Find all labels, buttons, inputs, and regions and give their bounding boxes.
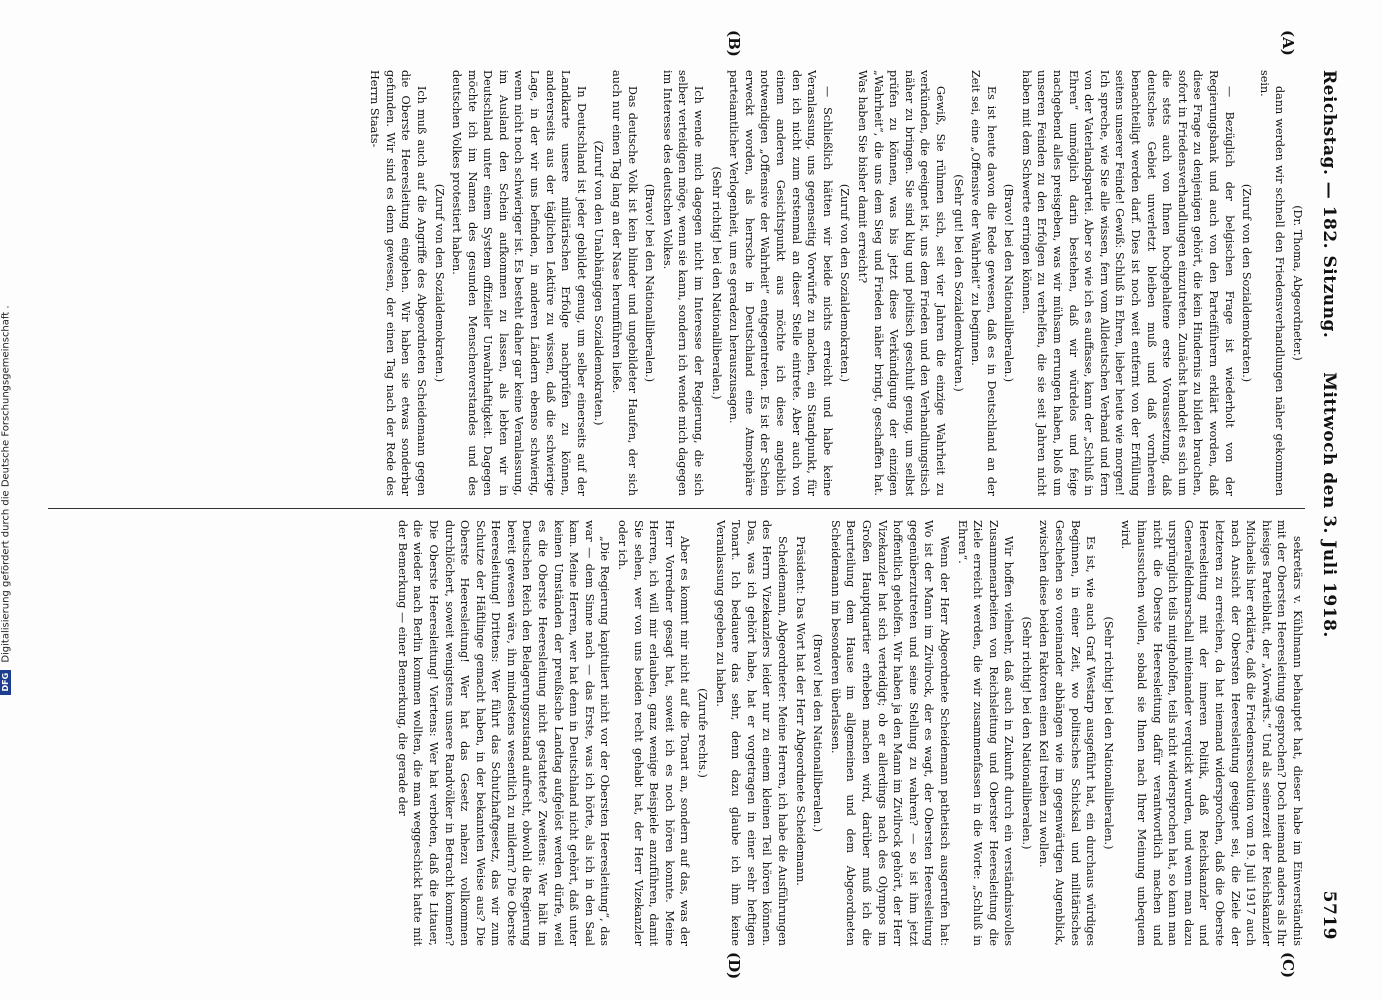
interjection: (Zuruf von den Sozialdemokraten.) [1240, 183, 1254, 383]
interjection: (Sehr richtig! bei den Nationalliberalen.) [709, 166, 723, 400]
paragraph: Es ist, wie auch Graf Westarp ausgeführt hat, ein durchaus würdiges Beginnen, in einer Zeit, wo politisches Schicksal und militärisches Geschehen so voneinander abhängen wie im gegenwärtigen Augenblick, zwischen diese beiden Faktoren einen Keil treiben zu wollen. [1037, 520, 1098, 946]
paragraph: Es ist heute davon die Rede gewesen, daß es in Deutschland an der Zeit sei, eine „Offensive der Wahrheit“ zu beginnen. [969, 70, 998, 496]
paragraph: — Schließlich hätten wir beide nichts erreicht und habe keine Veranlassung, uns gegenseitig Vorwürfe zu machen, ein Standpunkt, für den ich nicht zum erstenmal an dieser Stelle eintrete. Aber auch von einem anderen Gesichtspunkt aus möchte ich diese angeblich notwendigen „Offensive der Wahrheit“ entgegentreten. Es ist der Schein erweckt worden, als herrsche in Deutschland eine Atmosphäre parteiamtlicher Verlogenheit, um es geradezu herauszusagen. [727, 70, 834, 496]
margin-letter-c: (C) [1279, 952, 1297, 979]
interjection: (Bravo! bei den Nationalliberalen.) [811, 633, 825, 833]
text-column-right [40, 520, 1305, 946]
interjection: (Bravo! bei den Nationalliberalen.) [643, 183, 657, 383]
paragraph: Wir hoffen vielmehr, daß auch in Zukunft durch ein verständnisvolles Zusammenarbeiten von Reichsleitung und Oberster Heeresleitung die Ziele erreicht werden, die wir zusammenfassen in die Worte: „Schluß in Ehren“. [955, 520, 1016, 946]
header-session: Reichstag. — 182. Sitzung. [1319, 70, 1339, 339]
paragraph: Ich muß auch auf die Angriffe des Abgeordneten Scheidemann gegen die Oberste Heeresleitung eingehen. Wir haben sie etwas sonderbar gefunden. Wir sind es denn gewesen, der einen Tag nach der Rede des Herrn Staats- [368, 70, 428, 496]
margin-letter-d: (D) [725, 952, 743, 980]
interjection: (Sehr gut! bei den Sozialdemokraten.) [951, 174, 965, 392]
paragraph: Präsident: Das Wort hat der Herr Abgeordnete Scheidemann. [793, 536, 807, 886]
paragraph: Wenn der Herr Abgeordnete Scheidemann pathetisch ausgerufen hat: Wo ist der Mann im Zivilrock, der es wagt, der Obersten Heeresleitung gegenüberzutreten und seine Stellung zu wahren? — so ist ihm jetzt hoffentlich geholfen. Wir haben ja den Mann im Zivilrock gehört, der Herr Vizekanzler hat sich verteidigt; ob er allerdings nach des Olympos im Großen Hauptquartier erheben machen wird, darüber muß ich die Beurteilung dem Hause im allgemeinen und dem Abgeordneten Scheidemann im besonderen überlassen. [828, 520, 951, 946]
margin-letter-a: (A) [1279, 30, 1297, 56]
column-divider [48, 508, 1305, 509]
paragraph: sekretärs v. Kühlmann behauptet hat, dieser habe im Einverständnis mit der Obersten Heeresleitung gesprochen? Doch niemand anders als Ihr hiesiges Parteiblatt, der „Vorwärts.“ Und als seinerzeit der Reichskanzler Michaelis hier erklärte, daß die Friedensresolution vom 19. Juli 1917 auch nach Ansicht der Obersten Heeresleitung geeignet sei, die Ziele der letzteren zu erreichen, da hat niemand widersprochen, daß die Oberste Heeresleitung mit der inneren Politik, daß Reichskanzler und Generalfeldmarschall miteinander verquickt wurden, und wenn man dazu ursprünglich teils mitgeholfen, teils nicht widersprochen hat, so kann man nicht die Oberste Heeresleitung dafür verantwortlich machen und hinaussuchen wollen, sobald sie Ihnen nach Ihrer Meinung unbequem wird. [1119, 520, 1304, 946]
footer-credit [0, 0, 20, 1000]
interjection: (Sehr richtig! bei den Nationalliberalen.) [1019, 616, 1033, 850]
interjection: (Sehr richtig! bei den Nationalliberalen.) [1101, 616, 1115, 850]
text-column-left [40, 70, 1305, 496]
interjection: (Bravo! bei den Nationalliberalen.) [1002, 183, 1016, 383]
interjection: (Zuruf von den Sozialdemokraten.) [838, 183, 852, 383]
interjection: (Zurufe rechts.) [696, 688, 710, 778]
footer-text: Digitalisierung gefördert durch die Deutsche Forschungsgemeinschaft . [0, 305, 12, 663]
paragraph: Gewiß, Sie rühmen sich, seit vier Jahren die einzige Wahrheit zu verkünden, die geeignet ist, uns dem Frieden und den Verhandlungstisch näher zu bringen. Sie sind klug und politisch geschult genug, um selbst prüfen zu können, was bis jetzt diese Verkündigung der einzigen „Wahrheit“, die uns dem Sieg und Frieden näher bringt, geschaffen hat. Was haben Sie bisher damit erreicht? [855, 70, 947, 496]
dfg-logo-icon: DFG [0, 670, 11, 695]
interjection: (Zuruf von den Unabhängigen Sozialdemokraten.) [592, 140, 606, 426]
paragraph: Das deutsche Volk ist kein blinder und ungebildeter Haufen, der sich auch nur einen Tag lang an der Nase herumführen ließe. [610, 70, 639, 496]
interjection: (Dr. Thoma, Abgeordneter.) [1291, 205, 1304, 361]
paragraph: In Deutschland ist jeder gebildet genug, um selber einerseits auf der Landkarte unsere militärischen Erfolge nachprüfen zu können, andererseits aus der täglichen Lektüre zu wissen, daß die schwierige Lage, in der wir uns befinden, in anderen Ländern ebenso schwierig, wenn nicht noch schwieriger ist. Es besteht daher gar keine Veranlassung, im Ausland den Schein aufkommen zu lassen, als lebten wir in Deutschland unter einem System offizieller Unwahrhaftigkeit. Dagegen möchte ich im Namen des gesunden Menschenverstandes und des deutschen Volkes protestiert haben. [450, 70, 588, 496]
paragraph: Aber es kommt mir nicht auf die Tonart an, sondern auf das, was der Herr Vorredner gesagt hat, soweit ich es noch hören konnte. Meine Herren, ich will mir erlauben, ganz wenige Beispiele anzuführen, damit Sie sehen, wer von uns beiden recht gehabt hat, der Herr Vizekanzler oder ich. [616, 520, 692, 946]
paragraph: Scheidemann, Abgeordneter: Meine Herren, ich habe die Ausführungen des Herrn Vizekanzlers leider nur zu einem kleinen Teil hören können. Das, was ich gehört habe, hat er vorgetragen in einer sehr heftigen Tonart. Ich bedauere das sehr, denn dazu glaube ich ihm keine Veranlassung gegeben zu haben. [713, 520, 789, 946]
paragraph: „Die Regierung kapituliert nicht vor der Obersten Heeresleitung“, das war — dem Sinne nach — das Erste, was ich hörte, als ich in den Saal kam. Meine Herren, wer hat denn in Deutschland nicht gehört, daß unter keinen Umständen der preußische Landtag aufgelöst werden dürfe, weil es die Oberste Heeresleitung nicht gestattete? Zweitens: Wer hält im Deutschen Reich den Belagerungszustand aufrecht, obwohl die Regierung bereit gewesen wäre, ihn mindestens wesentlich zu mildern? Die Oberste Heeresleitung! Drittens: Wer führt das Schutzhaftgesetz, das wir zum Schutze der Häftlinge gemacht haben, in der bekannten Weise aus? Die Oberste Heeresleitung! Wer hat das Gesetz nahezu vollkommen durchlöchert, soweit wenigstens unsere Randvölker in Betracht kommen? Die Oberste Heeresleitung! Viertens: Wer hat verboten, daß die Litauer, die wieder nach Berlin kommen wollten, die man weggeschickt hatte mit der Bemerkung — einer Bemerkung, die gerade der [395, 520, 612, 946]
page-number: 5719 [1319, 890, 1339, 940]
paragraph: — Bezüglich der belgischen Frage ist wiederholt von der Regierungsbank und auch von den Parteiführern erklärt worden, daß diese Frage zu denjenigen gehört, die kein Hindernis zu bilden brauchen, sofort in Friedensverhandlungen einzutreten. Zunächst handelt es sich um die stets auch von Ihnen hochgehaltene erste Voraussetzung, daß deutsches Gebiet unverletzt bleiben muß und daß vornherein benachteiligt werden darf. Dies ist noch weit entfernt von der Erfüllung seitens unserer Feinde! Gewiß: Schluß in Ehren, lieber heute wie morgen! Ich spreche, wie Sie alle wissen, fern vom Alldeutschen Verband und fern von der Vaterlandspartei. Aber so wie ich es auffasse, kann der „Schluß in Ehren“ unmöglich darin bestehen, daß wir würdelos und feige nachgebend alles preisgeben, was wir mühsam errungen haben, bloß um unseren Feinden zu den Erfolgen zu verhelfen, die sie seit Jahren nicht haben mit dem Schwerte erringen können. [1019, 70, 1236, 496]
paragraph: dann werden wir schnell den Friedensverhandlungen näher gekommen sein. [1257, 70, 1287, 496]
margin-letter-b: (B) [725, 30, 743, 57]
interjection: (Zuruf von den Sozialdemokraten.) [432, 183, 446, 383]
header-date: Mittwoch den 3. Juli 1918. [1319, 372, 1339, 638]
page-header [1311, 70, 1345, 940]
paragraph: Ich wende mich dagegen nicht im Interesse der Regierung, die sich selber verteidigen möge, wenn sie kann, sondern ich wende mich dagegen im Interesse des deutschen Volkes. [660, 70, 706, 496]
